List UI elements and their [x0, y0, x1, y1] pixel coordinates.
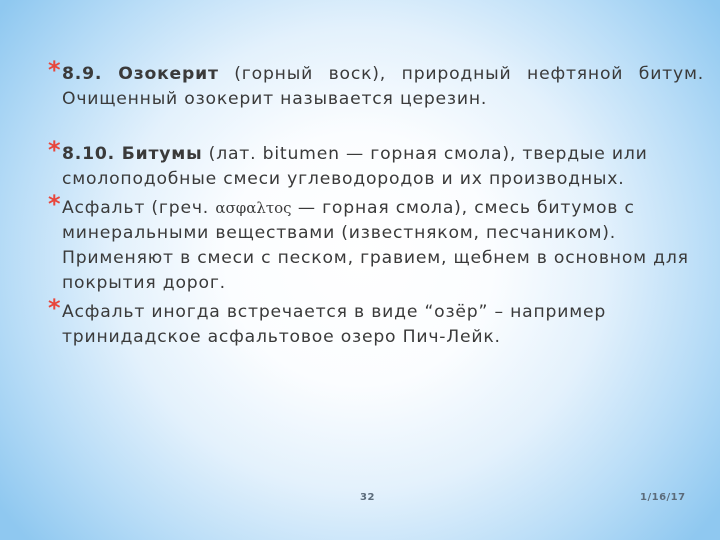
bullet-text-asphalt-start: Асфальт (греч. — [62, 198, 216, 218]
bullet-star-icon: * — [48, 190, 62, 218]
bullet-star-icon: * — [48, 56, 62, 84]
slide-date: 1/16/17 — [640, 492, 686, 503]
bullet-heading-bitumen: 8.10. Битумы — [62, 144, 203, 164]
slide-number: 32 — [360, 492, 375, 503]
bullet-star-icon: * — [48, 136, 62, 164]
bullet-text-asphalt-end: — горная смола), смесь битумов с минеральными веществами (известняком, песчаником). Применяют в смеси с песком, гравием, щебнем в основном для покрытия дорог. — [62, 198, 689, 293]
bullet-text-bitumen: (лат. bitumen — горная смола), твердые или смолоподобные смеси углеводородов и их производных. — [62, 144, 648, 189]
bullet-star-icon: * — [48, 294, 62, 322]
bullet-bitumen — [48, 136, 704, 192]
bullet-ozokerite — [48, 56, 704, 112]
bullet-heading-ozokerite: 8.9. Озокерит — [62, 64, 219, 84]
bullet-asphalt — [48, 190, 704, 296]
slide-content — [48, 56, 704, 350]
greek-word: ασφαλτος — [215, 199, 292, 217]
bullet-text-ozokerite: (горный воск), природный нефтяной битум. Очищенный озокерит называется церезин. — [62, 64, 704, 109]
bullet-asphalt-lakes — [48, 294, 704, 350]
bullet-text-asphalt-lakes: Асфальт иногда встречается в виде “озёр” – например тринидадское асфальтовое озеро Пич-Лейк. — [62, 302, 607, 347]
